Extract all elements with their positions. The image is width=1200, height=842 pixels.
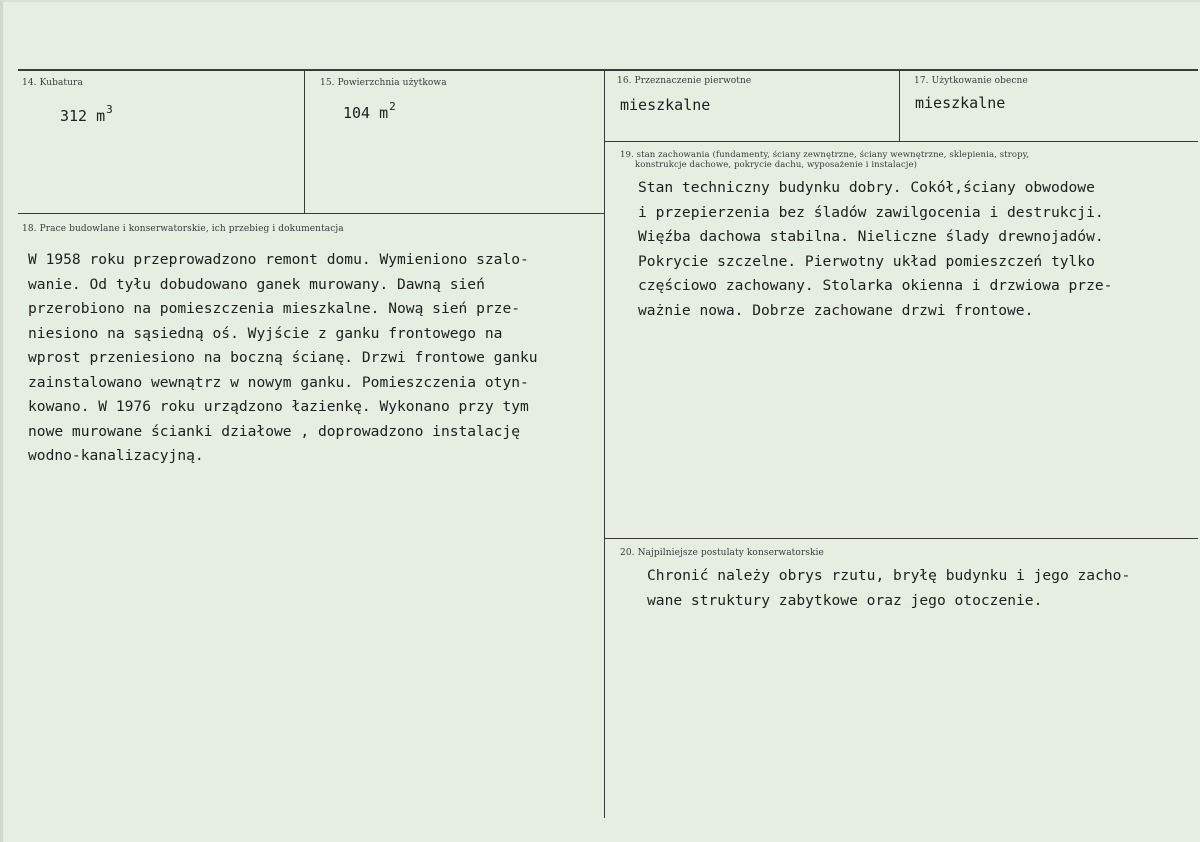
field-15-unit-exponent: 2: [389, 100, 396, 113]
field-14-number: 312 m: [60, 107, 106, 125]
field-19-line: Stan techniczny budynku dobry. Cokół,ściany obwodowe: [638, 179, 1095, 196]
field-14-unit-exponent: 3: [106, 103, 113, 116]
field-18-text: [28, 248, 538, 469]
field-19-line: Więźba dachowa stabilna. Nieliczne ślady drewnojadów.: [638, 228, 1104, 245]
field-15-number: 104 m: [343, 104, 389, 122]
field-20-line: wane struktury zabytkowe oraz jego otoczenie.: [647, 591, 1043, 609]
rule-under-16-17: [604, 141, 1198, 142]
field-19-text: [638, 176, 1112, 323]
field-20-text: [647, 564, 1130, 613]
field-19-line: Pokrycie szczelne. Pierwotny układ pomieszczeń tylko: [638, 252, 1095, 270]
field-18-line: nowe murowane ścianki działowe , doprowadzono instalację: [28, 422, 521, 440]
field-16-value: mieszkalne: [620, 96, 711, 114]
field-17-label: 17. Użytkowanie obecne: [914, 76, 1028, 86]
field-17-value: mieszkalne: [915, 94, 1006, 112]
field-15-label: 15. Powierzchnia użytkowa: [320, 78, 447, 88]
field-18-line: przerobiono na pomieszczenia mieszkalne. Nową sień prze-: [28, 300, 521, 317]
field-16-label: 16. Przeznaczenie pierwotne: [617, 76, 752, 86]
field-15-value: [343, 100, 396, 122]
field-20-line: Chronić należy obrys rzutu, bryłę budynku i jego zacho-: [647, 567, 1131, 584]
field-14-label: 14. Kubatura: [22, 78, 83, 88]
field-19-line: i przepierzenia bez śladów zawilgocenia i destrukcji.: [638, 203, 1104, 221]
field-18-line: wodno-kanalizacyjną.: [28, 447, 204, 464]
field-20-label: 20. Najpilniejsze postulaty konserwatorskie: [620, 548, 824, 558]
rule-under-14-15: [18, 213, 604, 214]
field-18-label: 18. Prace budowlane i konserwatorskie, ich przebieg i dokumentacja: [22, 224, 344, 234]
field-19-line: częściowo zachowany. Stolarka okienna i drzwiowa prze-: [638, 277, 1113, 294]
field-18-line: niesiono na sąsiedną oś. Wyjście z ganku frontowego na: [28, 324, 503, 342]
rule-under-19: [604, 538, 1198, 539]
field-18-line: wprost przeniesiono na boczną ścianę. Drzwi frontowe ganku: [28, 349, 538, 366]
divider-left-right: [604, 70, 605, 818]
field-18-line: zainstalowano wewnątrz w nowym ganku. Pomieszczenia otyn-: [28, 373, 529, 391]
field-19-line: ważnie nowa. Dobrze zachowane drzwi frontowe.: [638, 301, 1034, 319]
field-18-line: wanie. Od tyłu dobudowano ganek murowany. Dawną sień: [28, 275, 485, 293]
field-18-line: W 1958 roku przeprowadzono remont domu. Wymieniono szalo-: [28, 251, 529, 268]
field-19-label-line2: konstrukcje dachowe, pokrycie dachu, wyposażenie i instalacje): [635, 160, 918, 170]
field-18-line: kowano. W 1976 roku urządzono łazienkę. Wykonano przy tym: [28, 398, 529, 415]
field-19-label-line1: 19. stan zachowania (fundamenty, ściany zewnętrzne, ściany wewnętrzne, sklepienia, stropy,: [620, 150, 1030, 160]
field-14-value: [60, 103, 113, 125]
divider-14-15: [304, 70, 305, 214]
top-rule: [18, 69, 1198, 71]
divider-16-17: [899, 70, 900, 141]
